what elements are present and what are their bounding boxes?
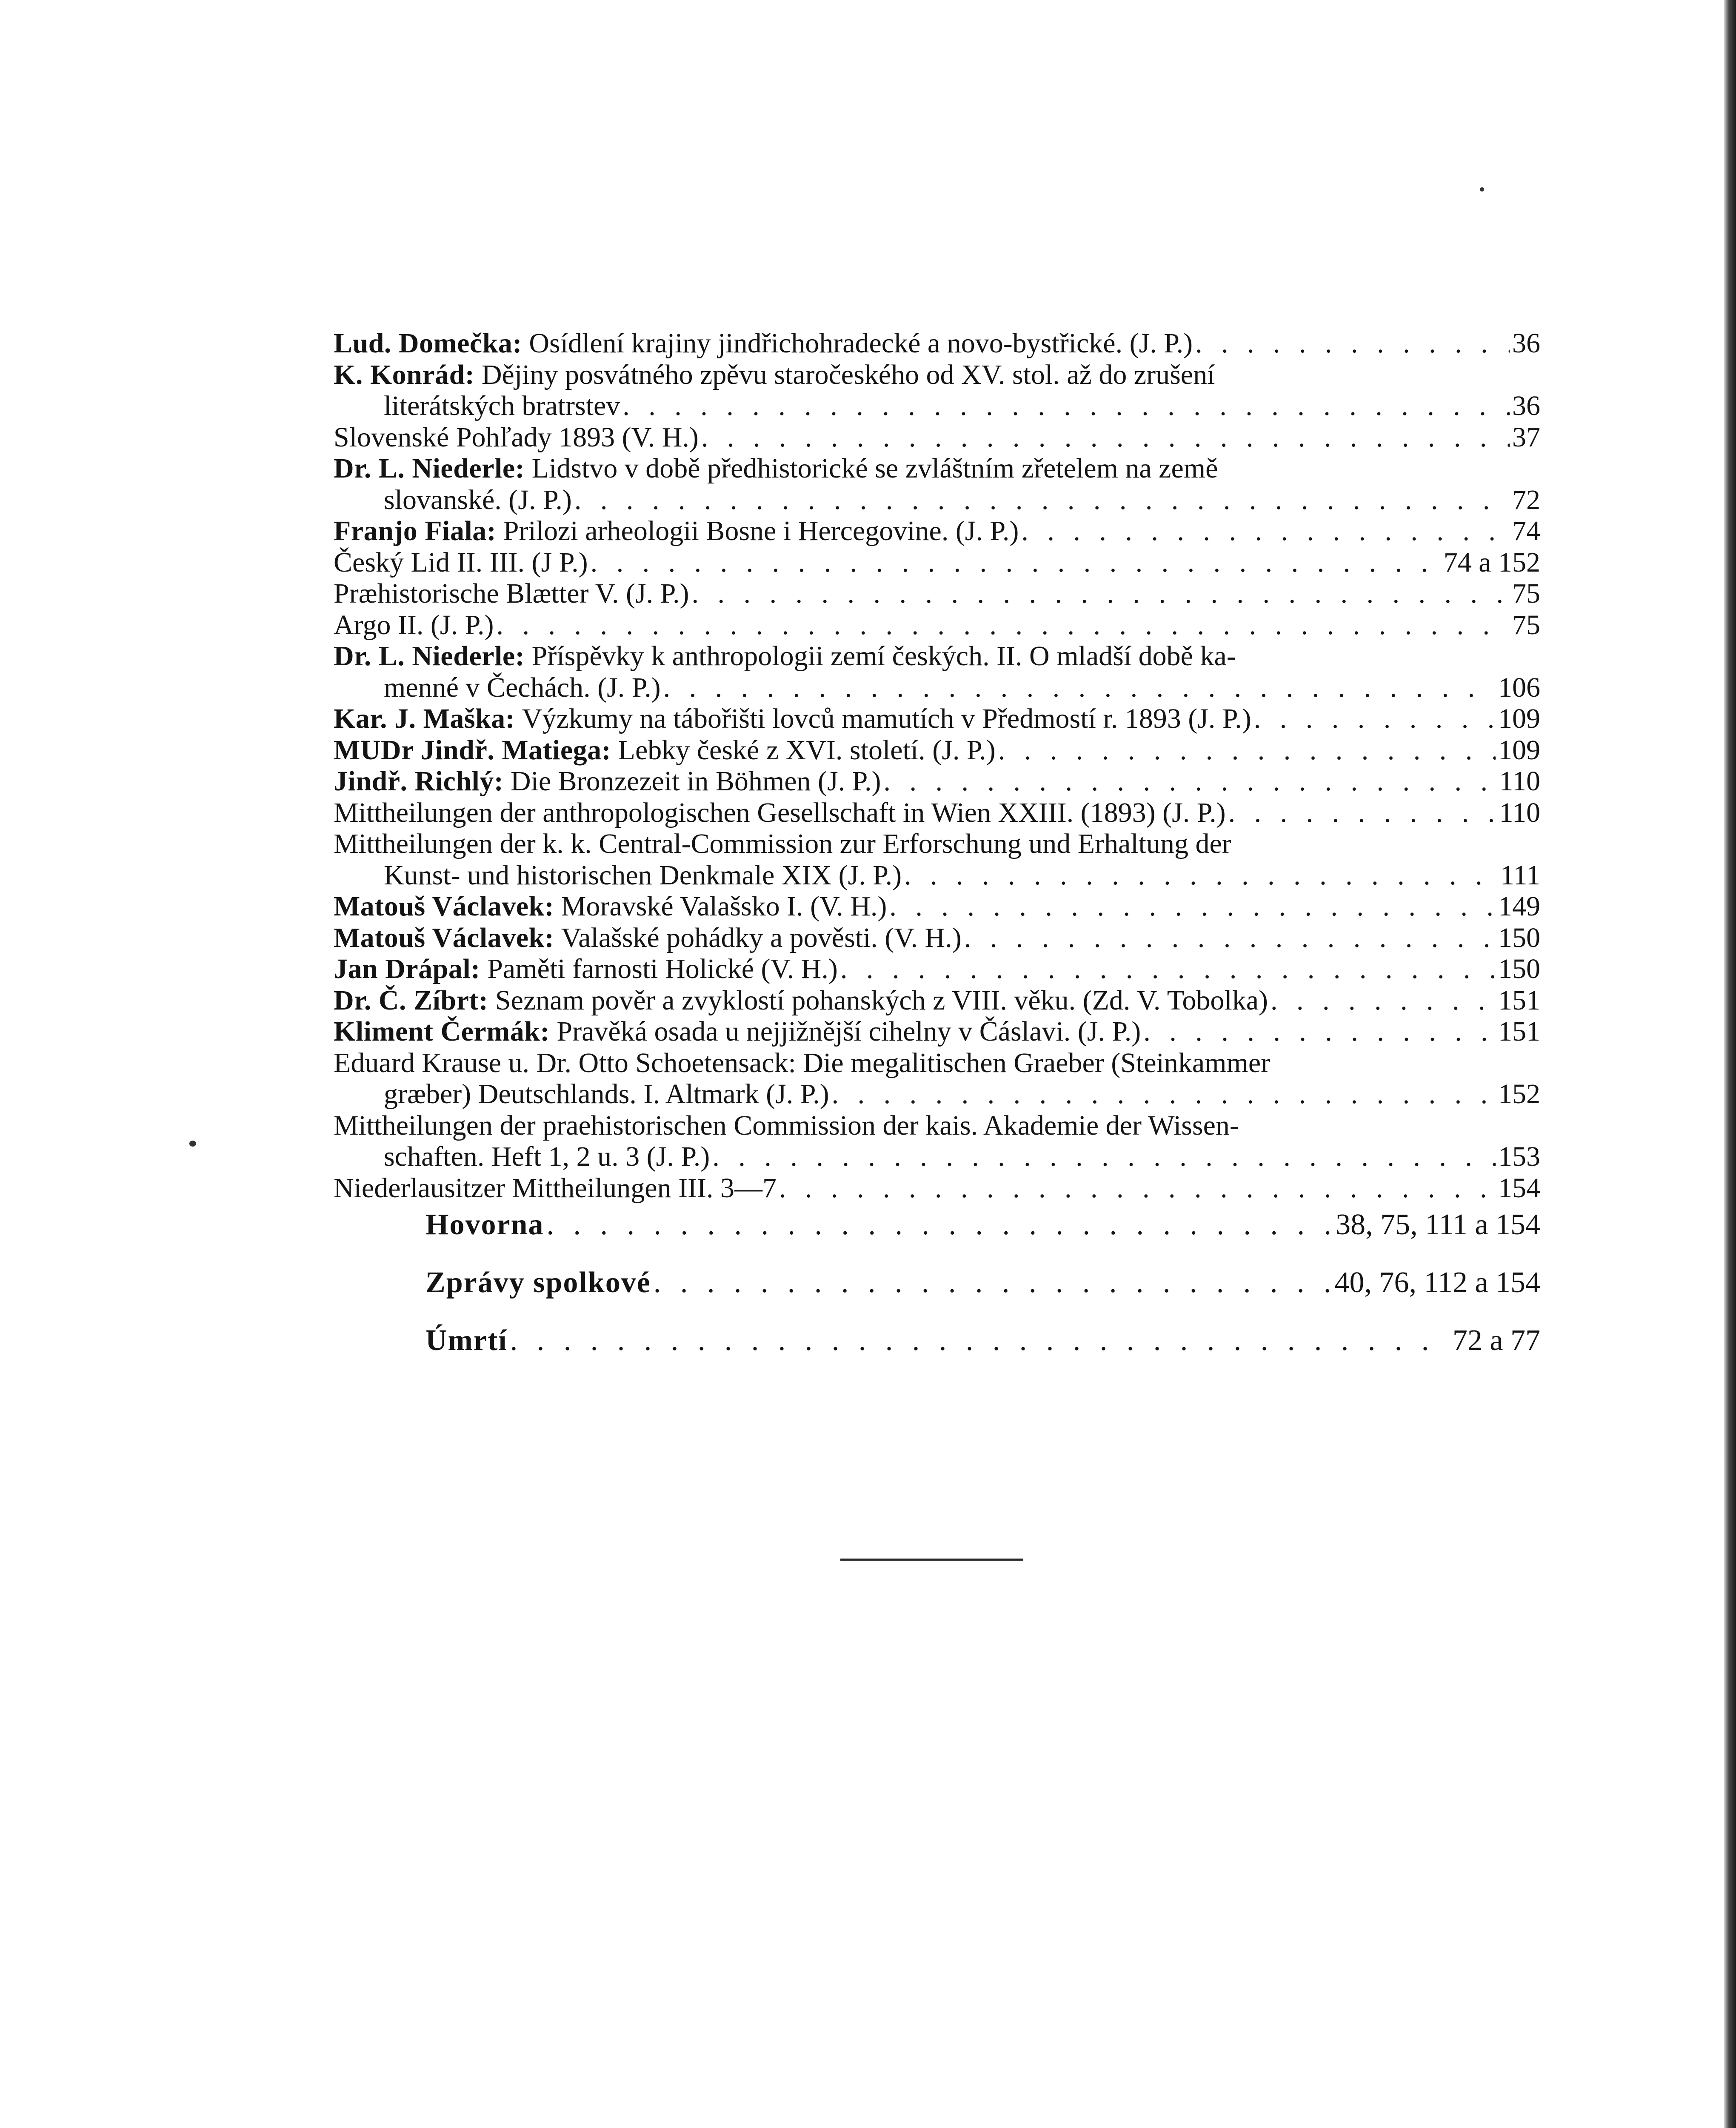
- toc-title: literátských bratrstev: [384, 390, 620, 421]
- toc-title: Pravěká osada u nejjižnější cihelny v Čáslavi. (J. P.): [557, 1016, 1141, 1047]
- dot-leader: [712, 1141, 1496, 1173]
- dot-leader: [840, 953, 1496, 985]
- toc-entry: [334, 453, 1540, 515]
- toc-title: Argo II. (J. P.): [334, 609, 494, 641]
- toc-pages: 36: [1512, 390, 1540, 421]
- toc-title: Lebky české z XVI. století. (J. P.): [618, 734, 996, 766]
- toc-entry: [334, 1173, 1540, 1204]
- dot-leader: [904, 860, 1498, 891]
- toc-author: Jan Drápal:: [334, 953, 480, 984]
- toc-line: [334, 453, 1540, 484]
- toc-line: [334, 484, 1540, 516]
- toc-title: Seznam pověr a zvyklostí pohanských z VIII. věku. (Zd. V. Tobolka): [495, 984, 1268, 1016]
- closing-rule: [840, 1559, 1023, 1561]
- toc-line: [334, 515, 1540, 547]
- toc-author: Matouš Václavek:: [334, 922, 554, 953]
- print-speck: [189, 1141, 196, 1147]
- toc-line: [334, 766, 1540, 797]
- toc-line: [334, 1173, 1540, 1204]
- section-title: Úmrtí: [425, 1324, 508, 1357]
- section-row-hovorna: [425, 1208, 1540, 1242]
- toc-line: [334, 390, 1540, 422]
- toc-line: [334, 828, 1540, 860]
- toc-pages: 74 a 152: [1443, 546, 1540, 578]
- print-speck: [1480, 187, 1484, 192]
- toc-title: Lidstvo v době předhistorické se zvláštním zřetelem na země: [531, 453, 1218, 484]
- toc-entry: [334, 985, 1540, 1016]
- toc-line: [334, 1078, 1540, 1110]
- toc-author: Jindř. Richlý:: [334, 766, 504, 797]
- toc-title: Výzkumy na tábořišti lovců mamutích v Předmostí r. 1893 (J. P.): [522, 703, 1251, 734]
- dot-leader: [574, 484, 1510, 516]
- toc-entry: [334, 328, 1540, 359]
- toc-pages: 149: [1498, 891, 1540, 922]
- toc-pages: 151: [1498, 1016, 1540, 1047]
- toc-line: [334, 422, 1540, 453]
- toc-line: [334, 891, 1540, 922]
- toc-entry: [334, 922, 1540, 954]
- dot-leader: [701, 422, 1510, 453]
- toc-line: [334, 922, 1540, 954]
- toc-entry: [334, 609, 1540, 641]
- toc-author: Dr. L. Niederle:: [334, 453, 525, 484]
- toc-pages: 36: [1512, 328, 1540, 359]
- toc-author: Kar. J. Maška:: [334, 703, 515, 734]
- toc-entry: [334, 1016, 1540, 1047]
- toc-entry: [334, 828, 1540, 891]
- toc-pages: 106: [1498, 672, 1540, 703]
- toc-pages: 72: [1512, 484, 1540, 515]
- section-pages: 38, 75, 111 a 154: [1336, 1208, 1540, 1241]
- toc-line: [334, 953, 1540, 985]
- toc-pages: 154: [1498, 1172, 1540, 1204]
- toc-author: Lud. Domečka:: [334, 328, 522, 359]
- dot-leader: [998, 735, 1496, 766]
- dot-leader: [654, 1266, 1332, 1300]
- dot-leader: [1143, 1016, 1496, 1047]
- dot-leader: [591, 547, 1441, 578]
- toc-entry: [334, 735, 1540, 766]
- toc-line: [334, 359, 1540, 391]
- toc-line: [334, 860, 1540, 891]
- toc-title: Příspěvky k anthropologii zemí českých. II. O mladší době ka-: [531, 641, 1236, 672]
- toc-pages: 75: [1512, 609, 1540, 641]
- toc-entry: [334, 1110, 1540, 1173]
- toc-entry: [334, 641, 1540, 703]
- dot-leader: [779, 1173, 1496, 1204]
- toc-title: Český Lid II. III. (J P.): [334, 546, 588, 578]
- toc-entry: [334, 359, 1540, 422]
- toc-title: Valašské pohádky a pověsti. (V. H.): [561, 922, 962, 953]
- toc-title: Kunst- und historischen Denkmale XIX (J. P.): [384, 859, 902, 891]
- toc-entry: [334, 953, 1540, 985]
- section-pages: 72 a 77: [1452, 1324, 1540, 1357]
- toc-title: Dějiny posvátného zpěvu staročeského od XV. stol. až do zrušení: [481, 359, 1215, 390]
- toc-pages: 110: [1499, 766, 1540, 797]
- toc-author: Dr. L. Niederle:: [334, 641, 525, 672]
- toc-title: Mittheilungen der praehistorischen Commission der kais. Akademie der Wissen-: [334, 1110, 1239, 1141]
- toc-entry: [334, 891, 1540, 922]
- section-title: Zprávy spolkové: [425, 1266, 651, 1299]
- toc-line: [334, 1047, 1540, 1079]
- toc-line: [334, 672, 1540, 704]
- dot-leader: [691, 578, 1510, 609]
- toc-title: Mittheilungen der k. k. Central-Commission zur Erforschung und Erhaltung der: [334, 828, 1231, 859]
- toc-pages: 153: [1498, 1141, 1540, 1172]
- toc-title: Niederlausitzer Mittheilungen III. 3—7: [334, 1172, 777, 1204]
- toc-pages: 110: [1499, 797, 1540, 828]
- toc-line: [334, 609, 1540, 641]
- dot-leader: [832, 1078, 1496, 1110]
- dot-leader: [884, 766, 1497, 797]
- toc-author: Franjo Fiala:: [334, 515, 497, 546]
- section-row-umrti: [425, 1324, 1540, 1358]
- toc-entry: [334, 547, 1540, 578]
- toc-title: menné v Čechách. (J. P.): [384, 672, 661, 703]
- toc-line: [334, 1110, 1540, 1141]
- toc-title: schaften. Heft 1, 2 u. 3 (J. P.): [384, 1141, 710, 1172]
- toc-title: græber) Deutschlands. I. Altmark (J. P.): [384, 1078, 829, 1110]
- dot-leader: [1271, 985, 1496, 1016]
- toc-title: Osídlení krajiny jindřichohradecké a novo-bystřické. (J. P.): [529, 328, 1193, 359]
- toc-title: Die Bronzezeit in Böhmen (J. P.): [510, 766, 881, 797]
- section-list: [425, 1208, 1540, 1381]
- toc-entry: [334, 766, 1540, 797]
- dot-leader: [622, 390, 1510, 422]
- toc-author: Kliment Čermák:: [334, 1016, 550, 1047]
- toc-entry: [334, 1047, 1540, 1110]
- section-pages: 40, 76, 112 a 154: [1334, 1266, 1540, 1299]
- toc-title: Mittheilungen der anthropologischen Gesellschaft in Wien XXIII. (1893) (J. P.): [334, 797, 1226, 828]
- toc-line: [334, 578, 1540, 609]
- toc-author: Matouš Václavek:: [334, 891, 554, 922]
- toc-title: Præhistorische Blætter V. (J. P.): [334, 578, 689, 609]
- toc-line: [334, 797, 1540, 829]
- dot-leader: [496, 609, 1510, 641]
- toc-pages: 150: [1498, 922, 1540, 953]
- toc-author: Dr. Č. Zíbrt:: [334, 984, 488, 1016]
- dot-leader: [889, 891, 1496, 922]
- dot-leader: [1021, 515, 1510, 547]
- toc-pages: 74: [1512, 515, 1540, 546]
- toc-line: [334, 985, 1540, 1016]
- toc-pages: 109: [1498, 734, 1540, 766]
- section-row-zpravy-spolkove: [425, 1266, 1540, 1300]
- toc-pages: 151: [1498, 984, 1540, 1016]
- dot-leader: [546, 1208, 1333, 1242]
- toc-author: K. Konrád:: [334, 359, 475, 390]
- toc-title: Moravské Valašsko I. (V. H.): [561, 891, 887, 922]
- table-of-contents: [334, 328, 1540, 1204]
- page-edge-shadow: [1724, 0, 1736, 2128]
- toc-line: [334, 641, 1540, 672]
- toc-entry: [334, 703, 1540, 735]
- toc-line: [334, 1141, 1540, 1173]
- toc-line: [334, 328, 1540, 359]
- toc-pages: 75: [1512, 578, 1540, 609]
- toc-author: MUDr Jindř. Matiega:: [334, 734, 611, 766]
- toc-entry: [334, 422, 1540, 453]
- toc-title: Slovenské Pohľady 1893 (V. H.): [334, 421, 699, 453]
- toc-title: Paměti farnosti Holické (V. H.): [487, 953, 838, 984]
- toc-entry: [334, 578, 1540, 609]
- section-title: Hovorna: [425, 1208, 544, 1241]
- toc-line: [334, 547, 1540, 578]
- toc-title: Prilozi arheologii Bosne i Hercegovine. (J. P.): [503, 515, 1019, 546]
- toc-pages: 109: [1498, 703, 1540, 734]
- toc-entry: [334, 797, 1540, 829]
- dot-leader: [663, 672, 1496, 704]
- dot-leader: [964, 922, 1496, 954]
- toc-pages: 37: [1512, 421, 1540, 453]
- dot-leader: [1228, 797, 1497, 829]
- toc-pages: 152: [1498, 1078, 1540, 1110]
- toc-line: [334, 735, 1540, 766]
- dot-leader: [1195, 328, 1510, 359]
- dot-leader: [510, 1324, 1450, 1358]
- toc-title: slovanské. (J. P.): [384, 484, 572, 515]
- toc-line: [334, 703, 1540, 735]
- toc-pages: 111: [1500, 859, 1540, 891]
- toc-line: [334, 1016, 1540, 1047]
- toc-title: Eduard Krause u. Dr. Otto Schoetensack: Die megalitischen Graeber (Steinkammer: [334, 1047, 1271, 1078]
- dot-leader: [1254, 703, 1496, 735]
- toc-entry: [334, 515, 1540, 547]
- toc-pages: 150: [1498, 953, 1540, 984]
